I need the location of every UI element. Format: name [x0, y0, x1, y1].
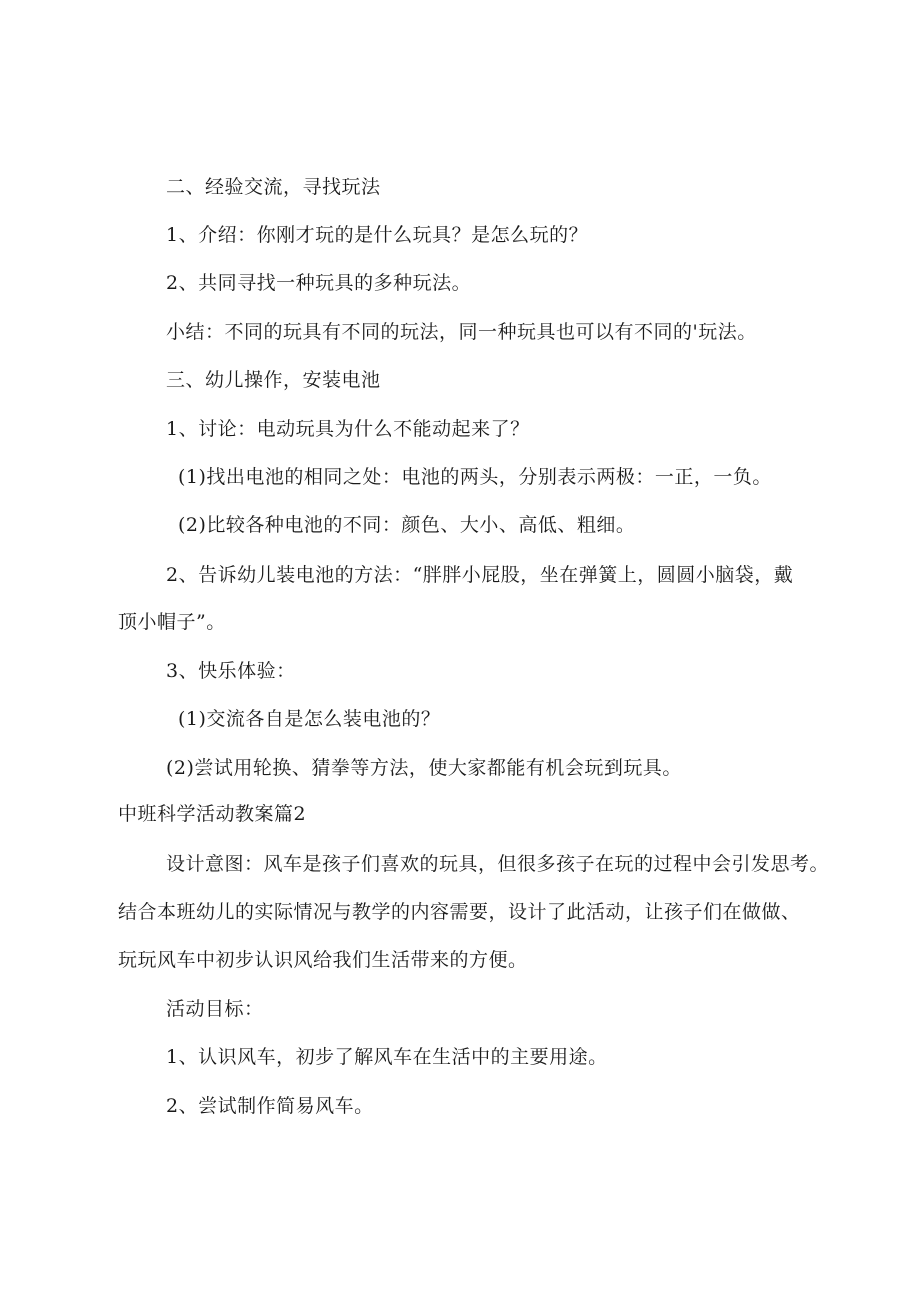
paragraph-happy-experience: 3、快乐体验：: [166, 660, 296, 682]
paragraph-battery-difference: (2)比较各种电池的不同：颜色、大小、高低、粗细。: [178, 514, 636, 536]
paragraph-introduce: 1、介绍：你刚才玩的是什么玩具？是怎么玩的？: [166, 224, 589, 246]
paragraph-goal-1: 1、认识风车，初步了解风车在生活中的主要用途。: [166, 1046, 608, 1068]
section-heading-activity-goals: 活动目标：: [166, 998, 264, 1020]
paragraph-battery-method-cont: 顶小帽子”。: [118, 611, 226, 633]
paragraph-try-methods: (2)尝试用轮换、猜拳等方法，使大家都能有机会玩到玩具。: [166, 757, 682, 779]
paragraph-goal-2: 2、尝试制作简易风车。: [166, 1095, 374, 1117]
paragraph-find-ways: 2、共同寻找一种玩具的多种玩法。: [166, 272, 472, 294]
section-heading-install-battery: 三、幼儿操作，安装电池: [166, 369, 381, 391]
paragraph-exchange: (1)交流各自是怎么装电池的？: [178, 708, 441, 730]
paragraph-battery-similarity: (1)找出电池的相同之处：电池的两头，分别表示两极：一正，一负。: [178, 466, 772, 488]
paragraph-discussion: 1、讨论：电动玩具为什么不能动起来了？: [166, 418, 530, 440]
paragraph-battery-method: 2、告诉幼儿装电池的方法：“胖胖小屁股，坐在弹簧上，圆圆小脑袋，戴: [166, 564, 794, 586]
article-title-part-2: 中班科学活动教案篇2: [118, 803, 307, 825]
paragraph-design-intent-cont-2: 玩玩风车中初步认识风给我们生活带来的方便。: [118, 949, 528, 971]
paragraph-summary: 小结：不同的玩具有不同的玩法，同一种玩具也可以有不同的'玩法。: [166, 321, 757, 343]
paragraph-design-intent-cont-1: 结合本班幼儿的实际情况与教学的内容需要，设计了此活动，让孩子们在做做、: [118, 901, 801, 923]
paragraph-design-intent: 设计意图：风车是孩子们喜欢的玩具，但很多孩子在玩的过程中会引发思考。: [166, 853, 830, 875]
section-heading-experience-exchange: 二、经验交流，寻找玩法: [166, 176, 381, 198]
